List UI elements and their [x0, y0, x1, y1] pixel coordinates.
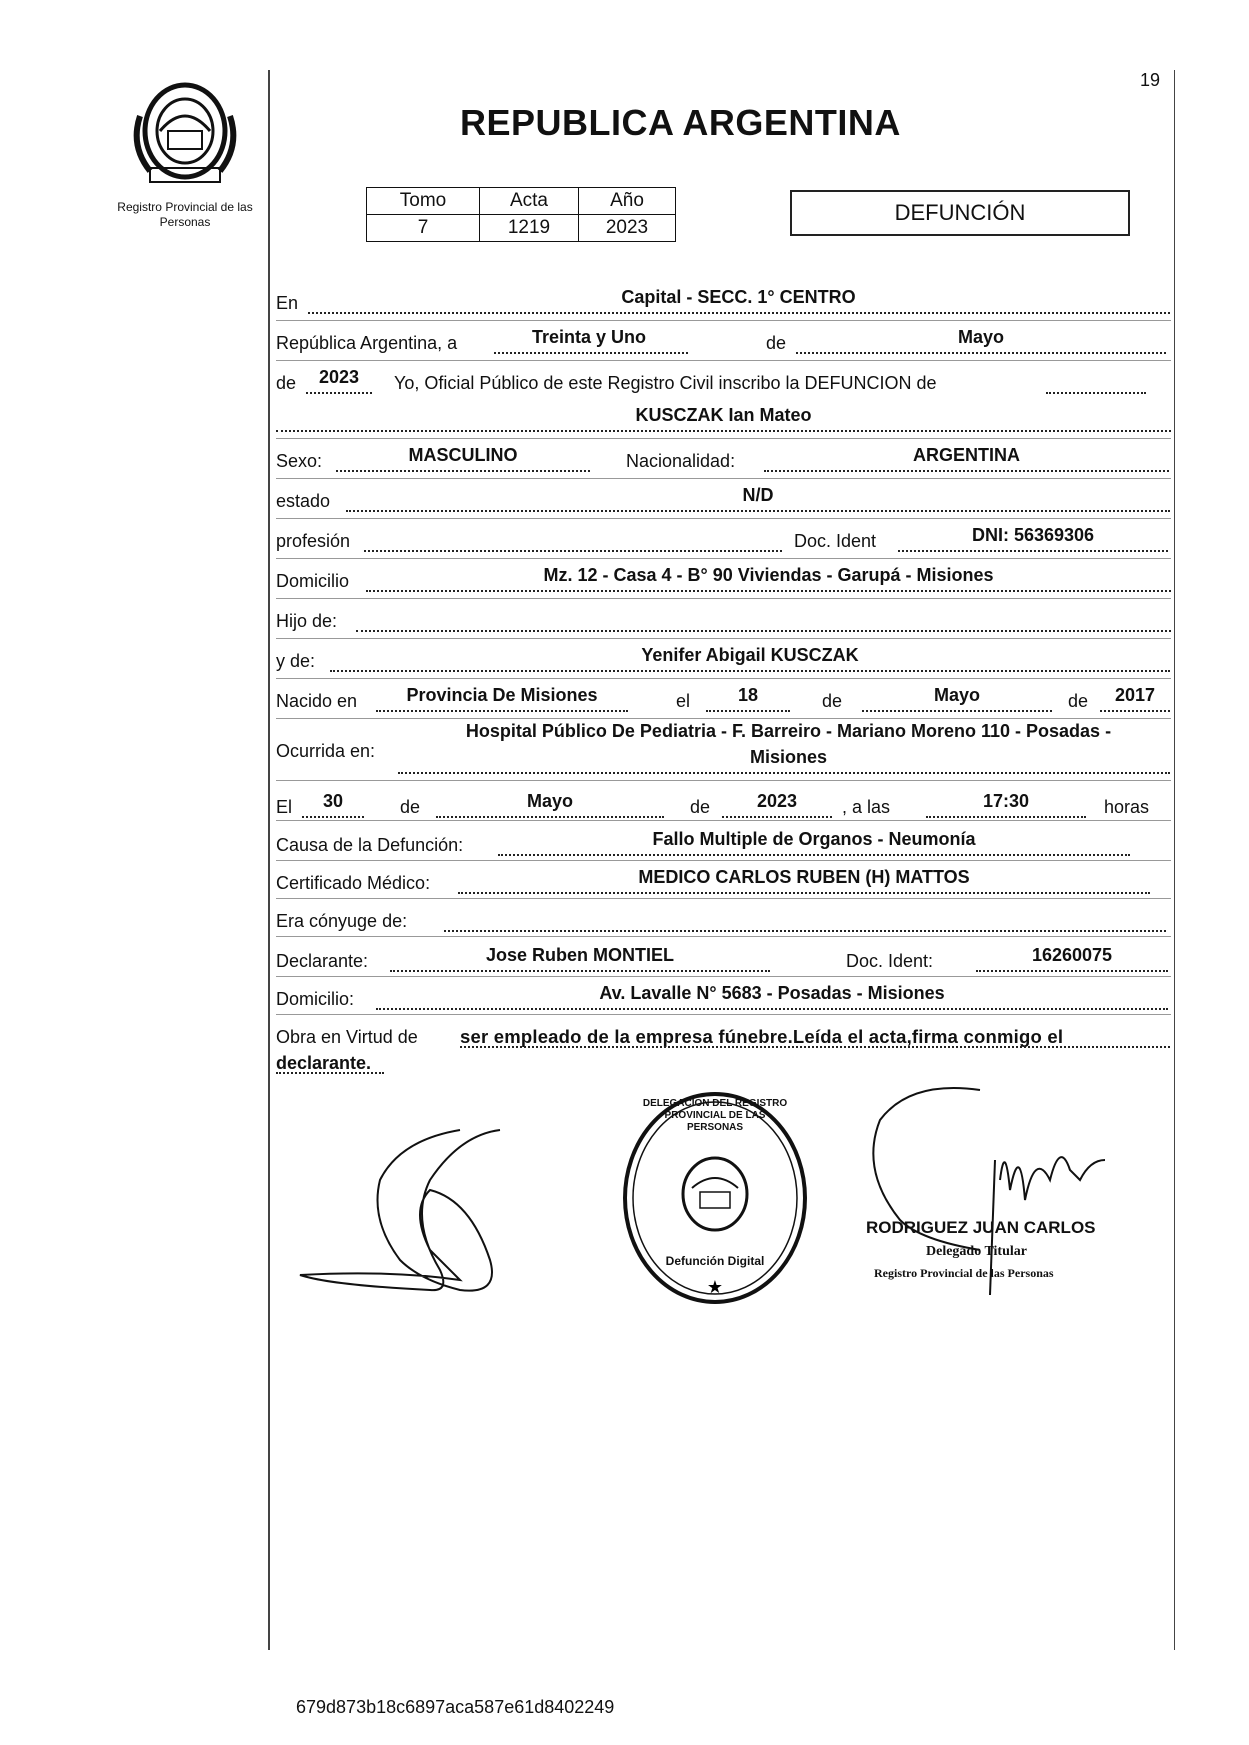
left-margin-line	[268, 70, 270, 1650]
official-stamp	[620, 1088, 810, 1308]
separator	[276, 780, 1171, 781]
dotted-line	[926, 816, 1086, 818]
en-value: Capital - SECC. 1° CENTRO	[621, 287, 856, 307]
row-nacido	[276, 686, 1171, 718]
dotted-line	[436, 816, 664, 818]
dotted-line	[330, 670, 1170, 672]
profesion-label: profesión	[276, 531, 351, 551]
dotted-line	[862, 710, 1052, 712]
separator	[276, 478, 1171, 479]
dotted-line	[346, 510, 1170, 512]
separator	[276, 860, 1171, 861]
row-estado	[276, 486, 1171, 518]
doc-ident2-value: 16260075	[1031, 945, 1113, 965]
dotted-line	[364, 550, 782, 552]
separator	[276, 638, 1171, 639]
dotted-line	[302, 816, 364, 818]
row-causa	[276, 830, 1171, 862]
republica-label: República Argentina, a	[276, 333, 458, 353]
separator	[276, 976, 1171, 977]
separator	[276, 1014, 1171, 1015]
stamp-outer-text: DELEGACION DEL REGISTRO PROVINCIAL DE LAS PERSONAS	[642, 1098, 788, 1133]
dotted-line	[336, 470, 590, 472]
stamp-inner-text: Defunción Digital	[665, 1254, 765, 1268]
dotted-line	[460, 1046, 1170, 1048]
dotted-line	[706, 710, 790, 712]
obra-line-1: ser empleado de la empresa fúnebre.Leída el acta,firma conmigo el	[460, 1026, 1064, 1047]
dotted-line	[494, 352, 688, 354]
hijo-label: Hijo de:	[276, 611, 338, 631]
de-label: de	[690, 797, 711, 817]
ocurrida-line-1: Hospital Público De Pediatria - F. Barreiro - Mariano Moreno 110 - Posadas -	[465, 721, 1112, 741]
acta-value: 1219	[480, 215, 579, 242]
dotted-line	[276, 1072, 384, 1074]
sexo-value: MASCULINO	[408, 445, 518, 465]
registry-name: Registro Provincial de las Personas	[117, 200, 253, 229]
dotted-line	[306, 392, 372, 394]
domicilio2-value: Av. Lavalle N° 5683 - Posadas - Misiones	[599, 983, 945, 1003]
de-label: de	[766, 333, 787, 353]
dotted-line	[308, 312, 1170, 314]
dotted-line	[376, 710, 628, 712]
dotted-line	[1100, 710, 1170, 712]
row-domicilio2	[276, 984, 1171, 1016]
dotted-line	[498, 854, 1130, 856]
province-seal	[130, 76, 240, 186]
ocurrida-label: Ocurrida en:	[276, 741, 376, 761]
separator	[276, 320, 1171, 321]
estado-value: N/D	[742, 485, 774, 505]
fallec-mes: Mayo	[526, 791, 573, 811]
anio-header: Año	[579, 188, 676, 215]
tomo-acta-anio-table	[366, 187, 676, 242]
dotted-line	[444, 930, 1166, 932]
row-certificado	[276, 868, 1171, 900]
year: 2023	[318, 367, 360, 387]
dotted-line	[764, 470, 1169, 472]
nacido-lugar: Provincia De Misiones	[406, 685, 598, 705]
domicilio-value: Mz. 12 - Casa 4 - B° 90 Viviendas - Garupá - Misiones	[543, 565, 994, 585]
signatory-role: Delegado Titular	[926, 1244, 1027, 1259]
sexo-label: Sexo:	[276, 451, 323, 471]
row-en	[276, 288, 1171, 320]
de-label: de	[1068, 691, 1089, 711]
page-title: REPUBLICA ARGENTINA	[460, 102, 901, 143]
de-label: de	[276, 373, 297, 393]
dotted-line	[1046, 392, 1146, 394]
domicilio2-label: Domicilio:	[276, 989, 355, 1009]
row-sexo	[276, 446, 1171, 478]
dotted-line	[276, 430, 1171, 432]
row-domicilio	[276, 566, 1171, 598]
document-hash: 679d873b18c6897aca587e61d8402249	[296, 1697, 615, 1717]
fallec-dia: 30	[322, 791, 344, 811]
document-type: DEFUNCIÓN	[790, 190, 1130, 236]
nacionalidad-label: Nacionalidad:	[626, 451, 736, 471]
row-ocurrida	[276, 721, 1171, 780]
signatory-name: RODRIGUEZ JUAN CARLOS	[866, 1218, 1096, 1237]
obra-line-2: declarante.	[276, 1053, 372, 1073]
nacido-anio: 2017	[1114, 685, 1156, 705]
deceased-name: KUSCZAK Ian Mateo	[635, 405, 812, 425]
separator	[276, 558, 1171, 559]
page-number: 19	[1140, 70, 1161, 90]
de-label: de	[822, 691, 843, 711]
dotted-line	[356, 630, 1171, 632]
row-madre	[276, 646, 1171, 678]
certificado-label: Certificado Médico:	[276, 873, 431, 893]
declarant-signature	[290, 1120, 510, 1310]
row-fecha	[276, 328, 1171, 360]
svg-text:★: ★	[706, 1277, 724, 1298]
dotted-line	[376, 1008, 1168, 1010]
separator	[276, 598, 1171, 599]
row-profesion	[276, 526, 1171, 558]
row-conyuge	[276, 906, 1171, 938]
separator	[276, 820, 1171, 821]
dotted-line	[796, 352, 1166, 354]
separator	[276, 518, 1171, 519]
dotted-line	[976, 970, 1168, 972]
inscribo-text: Yo, Oficial Público de este Registro Civil inscribo la DEFUNCION de	[394, 373, 937, 393]
tomo-header: Tomo	[367, 188, 480, 215]
anio-value: 2023	[579, 215, 676, 242]
dotted-line	[898, 550, 1168, 552]
row-obra	[276, 1022, 1171, 1078]
madre-value: Yenifer Abigail KUSCZAK	[641, 645, 859, 665]
certificado-value: MEDICO CARLOS RUBEN (H) MATTOS	[638, 867, 970, 887]
acta-header: Acta	[480, 188, 579, 215]
row-nombre	[276, 406, 1171, 438]
hora: 17:30	[982, 791, 1030, 811]
estado-label: estado	[276, 491, 331, 511]
separator	[276, 936, 1171, 937]
separator	[276, 360, 1171, 361]
tomo-value: 7	[367, 215, 480, 242]
dotted-line	[458, 892, 1150, 894]
right-margin-line	[1174, 70, 1175, 1650]
en-label: En	[276, 293, 299, 313]
row-declarante	[276, 946, 1171, 978]
fallec-anio: 2023	[756, 791, 798, 811]
doc-ident-value: DNI: 56369306	[971, 525, 1095, 545]
separator	[276, 898, 1171, 899]
yde-label: y de:	[276, 651, 316, 671]
month: Mayo	[957, 327, 1004, 347]
declarante-value: Jose Ruben MONTIEL	[485, 945, 674, 965]
el2-label: El	[276, 797, 293, 817]
dotted-line	[366, 590, 1171, 592]
doc-ident2-label: Doc. Ident:	[846, 951, 934, 971]
declarante-label: Declarante:	[276, 951, 369, 971]
nacionalidad-value: ARGENTINA	[913, 445, 1020, 465]
dotted-line	[722, 816, 832, 818]
causa-label: Causa de la Defunción:	[276, 835, 464, 855]
de-label: de	[400, 797, 421, 817]
alas-label: , a las	[842, 797, 891, 817]
ocurrida-line-2: Misiones	[749, 747, 828, 767]
row-anio	[276, 368, 1171, 400]
conyuge-label: Era cónyuge de:	[276, 911, 408, 931]
horas-label: horas	[1104, 797, 1150, 817]
separator	[276, 678, 1171, 679]
nacido-dia: 18	[737, 685, 759, 705]
row-hijo	[276, 606, 1171, 638]
dotted-line	[398, 772, 1170, 774]
day-words: Treinta y Uno	[531, 327, 647, 347]
obra-label: Obra en Virtud de	[276, 1027, 418, 1047]
dotted-line	[390, 970, 770, 972]
el-label: el	[676, 691, 691, 711]
nacido-label: Nacido en	[276, 691, 358, 711]
signatory-org: Registro Provincial de las Personas	[874, 1266, 1054, 1280]
separator	[276, 438, 1171, 439]
domicilio-label: Domicilio	[276, 571, 350, 591]
doc-ident-label: Doc. Ident	[794, 531, 877, 551]
causa-value: Fallo Multiple de Organos - Neumonía	[652, 829, 976, 849]
nacido-mes: Mayo	[933, 685, 980, 705]
